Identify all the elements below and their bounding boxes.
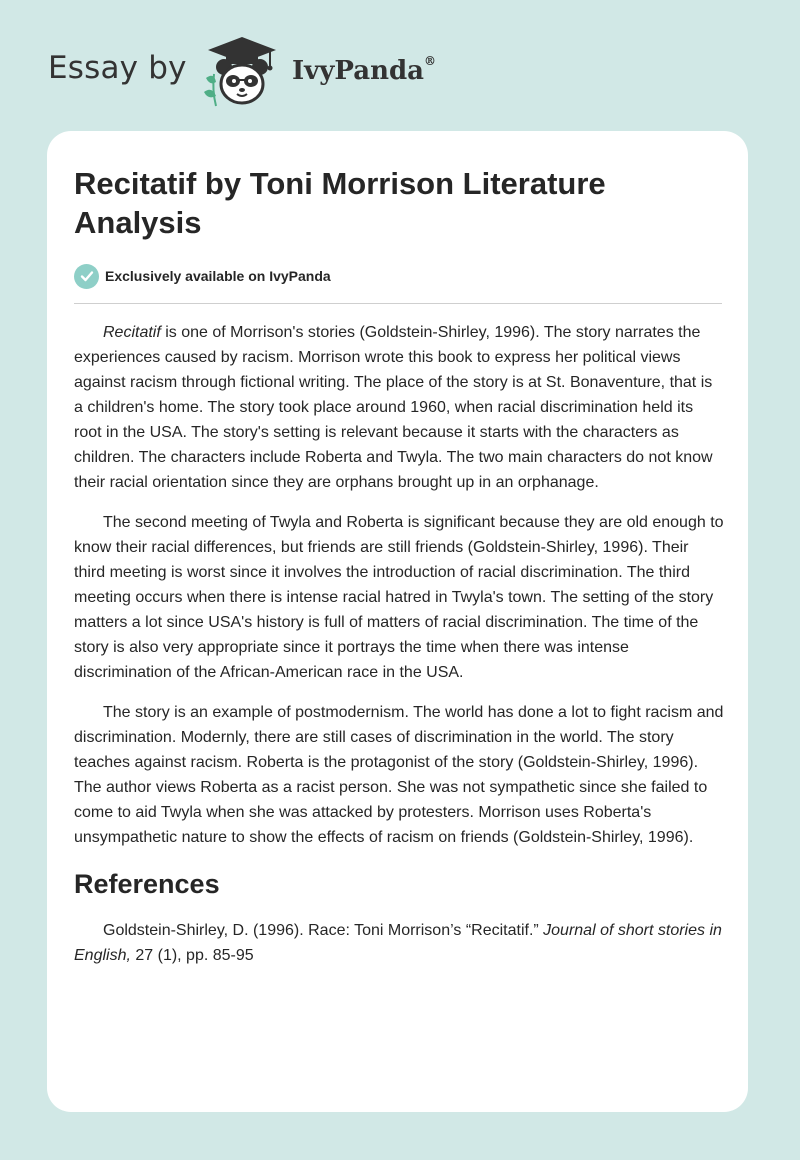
exclusive-badge: [74, 263, 331, 289]
article-card: [47, 131, 748, 1112]
paragraph: The story is an example of postmodernism. The world has done a lot to fight racism and discrimination. Modernly, there are still cases of discrimination in the world. The story teaches against racism. Roberta is the protagonist of the story (Goldstein-Shirley, 1996). The author views Roberta as a racist person. She was not sympathetic since she failed to come to aid Twyla when she was attacked by protesters. Morrison uses Roberta's unsympathetic nature to show the effects of racism on friends (Goldstein-Shirley, 1996).: [74, 704, 724, 846]
italic-title: Recitatif: [103, 324, 161, 341]
badge-label: Exclusively available on IvyPanda: [105, 268, 331, 284]
references-heading: References: [74, 869, 220, 899]
paragraph: Recitatif is one of Morrison's stories (Goldstein-Shirley, 1996). The story narrates the experiences caused by racism. Morrison wrote this book to express her political views against racism through fictional writing. The place of the story is at St. Bonaventure, that is a children's home. The story took place around 1960, when racial discrimination held its root in the USA. The story's setting is relevant because it starts with the characters as children. The characters include Roberta and Twyla. The two main characters do not know their racial orientation since they are orphans brought up in an orphanage.: [74, 324, 713, 491]
article-body: [74, 320, 724, 968]
brand-name[interactable]: IvyPanda®: [292, 54, 437, 86]
site-header: [48, 30, 468, 110]
paragraph: The second meeting of Twyla and Roberta is significant because they are old enough to know their racial differences, but friends are still friends (Goldstein-Shirley, 1996). Their third meeting is worst since it involves the introduction of racial discrimination. The third meeting occurs when there is intense racial hatred in Twyla's town. The setting of the story matters a lot since USA's history is full of matters of racial discrimination. The time of the story is also very appropriate since it portrays the time when there was intense discrimination of the African-American race in the USA.: [74, 514, 724, 681]
check-icon: [74, 264, 99, 289]
page-title: Recitatif by Toni Morrison Literature Analysis: [74, 166, 606, 240]
panda-logo-icon[interactable]: [200, 34, 284, 110]
divider: [74, 303, 722, 304]
essay-by-label: Essay by: [48, 50, 187, 86]
reference-entry: Goldstein-Shirley, D. (1996). Race: Toni Morrison’s “Recitatif.” Journal of short stories in English, 27 (1), pp. 85-95: [74, 922, 722, 964]
